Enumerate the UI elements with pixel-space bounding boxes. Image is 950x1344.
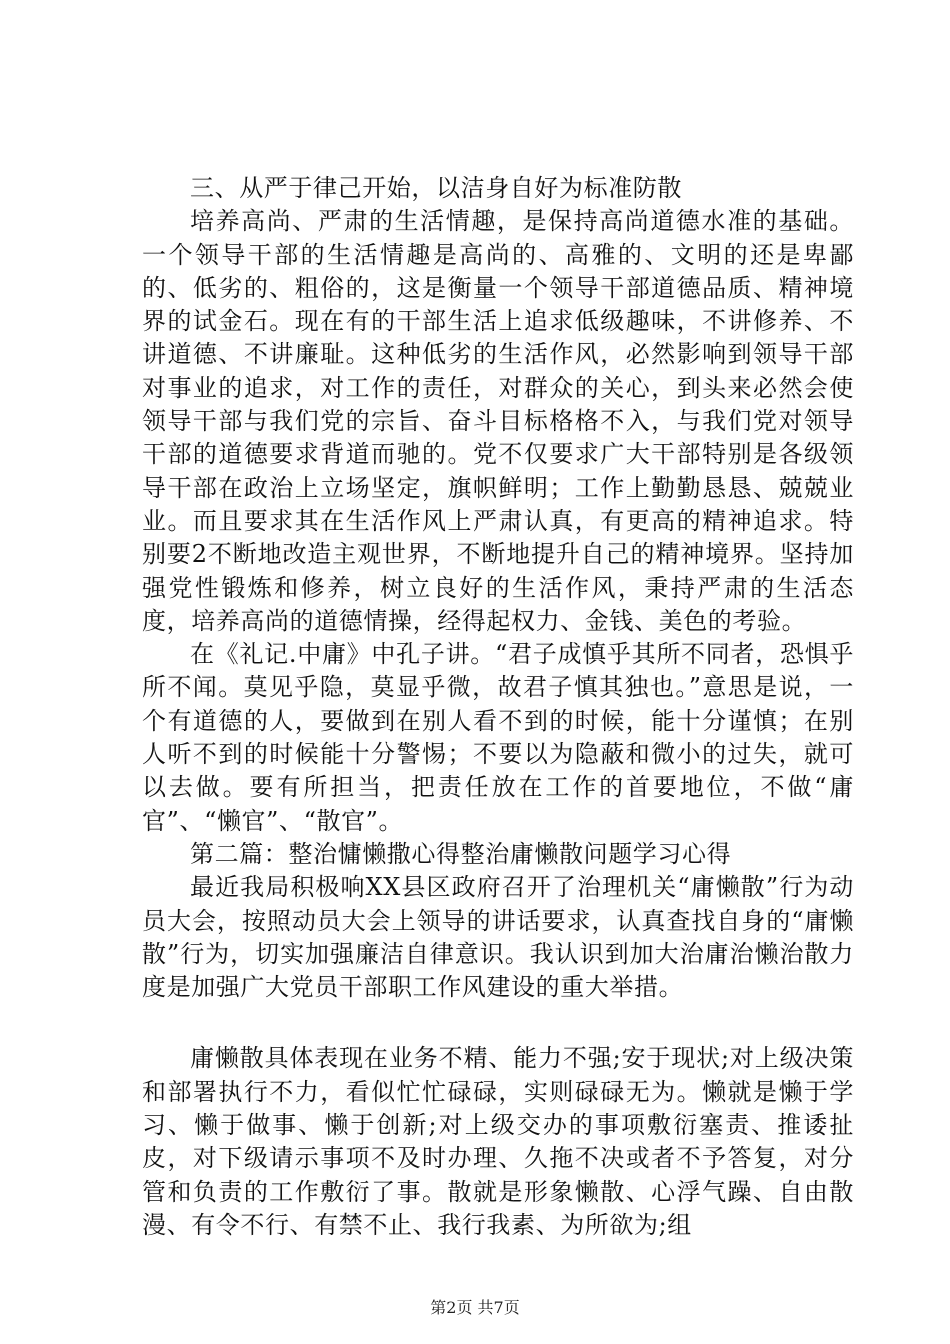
article-title: 第二篇：整治慵懒撒心得整治庸懒散问题学习心得 [190,839,732,868]
body-paragraph: 庸懒散具体表现在业务不精、能力不强;安于现状;对上级决策和部署执行不力，看似忙忙碌碌，实则碌碌无为。懒就是懒于学习、懒于做事、懒于创新;对上级交办的事项敷衍塞责、推诿扯皮，对下级请示事项不及时办理、久拖不决或者不予答复，对分管和负责的工作敷衍了事。散就是形象懒散、心浮气躁、自由散漫、有令不行、有禁不止、我行我素、为所欲为;组 [142,1044,854,1239]
document-body [142,172,854,1242]
paragraph-spacer [142,1004,854,1042]
body-paragraph: 在《礼记.中庸》中孔子讲。“君子成慎乎其所不同者，恐惧乎所不闻。莫见乎隐，莫显乎微，故君子慎其独也。”意思是说，一个有道德的人，要做到在别人看不到的时候，能十分谨慎；在别人听不到的时候能十分警惕；不要以为隐蔽和微小的过失，就可以去做。要有所担当，把责任放在工作的首要地位，不做“庸官”、“懒官”、“散官”。 [142,640,854,835]
body-paragraph: 培养高尚、严肃的生活情趣，是保持高尚道德水准的基础。一个领导干部的生活情趣是高尚的、高雅的、文明的还是卑鄙的、低劣的、粗俗的，这是衡量一个领导干部道德品质、精神境界的试金石。现在有的干部生活上追求低级趣味，不讲修养、不讲道德、不讲廉耻。这种低劣的生活作风，必然影响到领导干部对事业的追求，对工作的责任，对群众的关心，到头来必然会使领导干部与我们党的宗旨、奋斗目标格格不入，与我们党对领导干部的道德要求背道而驰的。党不仅要求广大干部特别是各级领导干部在政治上立场坚定，旗帜鲜明；工作上勤勤恳恳、兢兢业业。而且要求其在生活作风上严肃认真，有更高的精神追求。特别要2不断地改造主观世界，不断地提升自己的精神境界。坚持加强党性锻炼和修养，树立良好的生活作风，秉持严肃的生活态度，培养高尚的道德情操，经得起权力、金钱、美色的考验。 [142,207,854,635]
page-number-footer: 第2页 共7页 [430,1298,520,1317]
section-heading: 三、从严于律己开始，以洁身自好为标准防散 [190,174,682,202]
body-paragraph: 最近我局积极响XX县区政府召开了治理机关“庸懒散”行为动员大会，按照动员大会上领导的讲话要求，认真查找自身的“庸懒散”行为，切实加强廉洁自律意识。我认识到加大治庸治懒治散力度是加强广大党员干部职工作风建设的重大举措。 [142,873,854,1002]
